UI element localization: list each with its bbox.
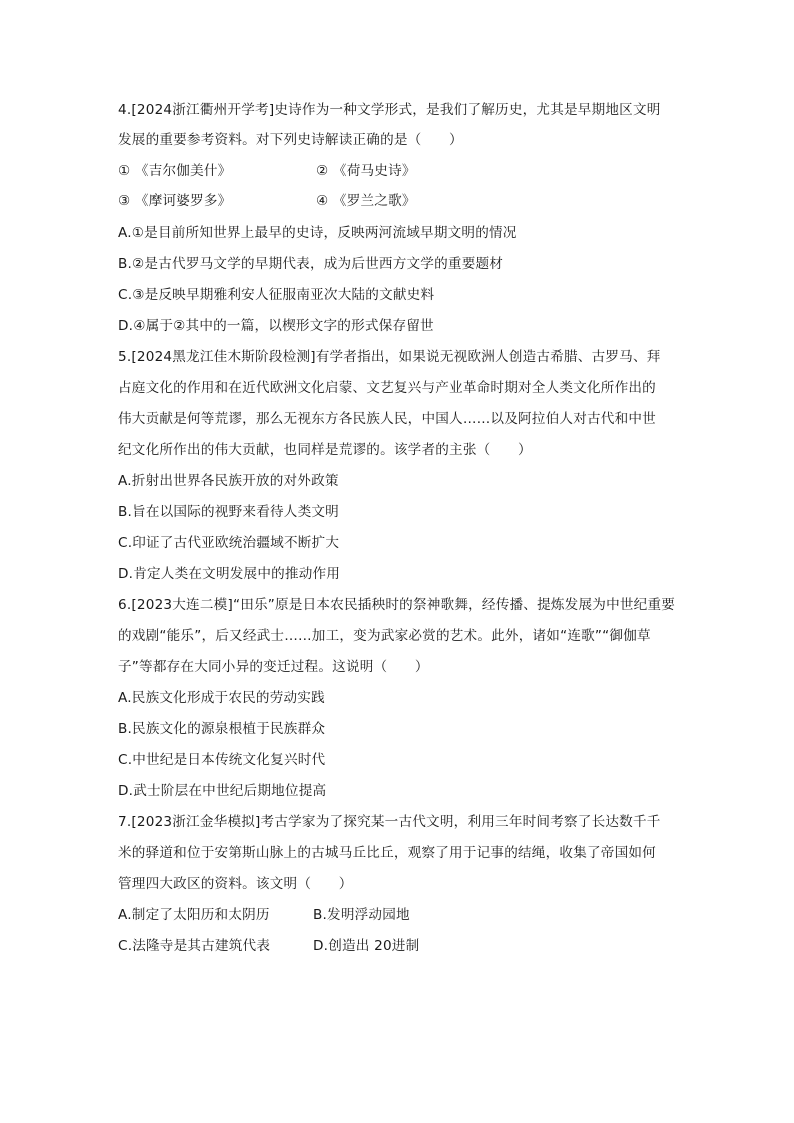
q4-item-4: ④ 《罗兰之歌》 [316, 193, 416, 209]
q5-stem-line-4: 纪文化所作出的伟大贡献，也同样是荒谬的。该学者的主张（ ） [118, 442, 532, 458]
q7-option-b: B.发明浮动园地 [313, 907, 410, 923]
q5-stem-line-3: 伟大贡献是何等荒谬，那么无视东方各民族人民，中国人……以及阿拉伯人对古代和中世 [118, 411, 656, 427]
q5-option-a: A.折射出世界各民族开放的对外政策 [118, 473, 339, 489]
q7-stem-line-3: 管理四大政区的资料。该文明（ ） [118, 876, 353, 892]
q6-option-a: A.民族文化形成于农民的劳动实践 [118, 690, 325, 706]
q5-option-c: C.印证了古代亚欧统治疆域不断扩大 [118, 535, 340, 551]
q4-stem-line-2: 发展的重要参考资料。对下列史诗解读正确的是（ ） [118, 132, 463, 148]
q6-stem-line-3: 子”等都存在大同小异的变迁过程。这说明（ ） [118, 659, 429, 675]
q4-option-c: C.③是反映早期雅利安人征服南亚次大陆的文献史料 [118, 287, 435, 303]
q6-option-b: B.民族文化的源泉根植于民族群众 [118, 721, 326, 737]
q5-stem-line-1: 5.[2024黑龙江佳木斯阶段检测]有学者指出，如果说无视欧洲人创造古希腊、古罗马、拜 [118, 349, 661, 365]
q4-item-2: ② 《荷马史诗》 [316, 163, 416, 179]
q4-option-d: D.④属于②其中的一篇，以楔形文字的形式保存留世 [118, 318, 434, 334]
q6-stem-line-2: 的戏剧“能乐”，后又经武士……加工，变为武家必赏的艺术。此外，诸如“连歌”“御伽草 [118, 628, 651, 644]
q7-stem-line-2: 米的驿道和位于安第斯山脉上的古城马丘比丘，观察了用于记事的结绳，收集了帝国如何 [118, 845, 656, 861]
q7-stem-line-1: 7.[2023浙江金华模拟]考古学家为了探究某一古代文明，利用三年时间考察了长达数千千 [118, 814, 661, 830]
q4-item-1: ① 《吉尔伽美什》 [118, 163, 232, 179]
q6-stem-line-1: 6.[2023大连二模]“田乐”原是日本农民插秧时的祭神歌舞，经传播、提炼发展为中世纪重要 [118, 597, 676, 613]
q5-stem-line-2: 占庭文化的作用和在近代欧洲文化启蒙、文艺复兴与产业革命时期对全人类文化所作出的 [118, 380, 656, 396]
q6-option-d: D.武士阶层在中世纪后期地位提高 [118, 783, 327, 799]
q4-item-3: ③ 《摩诃婆罗多》 [118, 193, 232, 209]
q5-option-d: D.肯定人类在文明发展中的推动作用 [118, 566, 341, 582]
q5-option-b: B.旨在以国际的视野来看待人类文明 [118, 504, 339, 520]
q7-option-a: A.制定了太阳历和太阴历 [118, 907, 270, 923]
q4-option-b: B.②是古代罗马文学的早期代表，成为后世西方文学的重要题材 [118, 256, 504, 272]
q4-option-a: A.①是目前所知世界上最早的史诗，反映两河流域早期文明的情况 [118, 225, 517, 241]
q7-option-c: C.法隆寺是其古建筑代表 [118, 938, 271, 954]
q4-stem-line-1: 4.[2024浙江衢州开学考]史诗作为一种文学形式，是我们了解历史，尤其是早期地区文明 [118, 102, 661, 118]
q6-option-c: C.中世纪是日本传统文化复兴时代 [118, 752, 326, 768]
q7-option-d: D.创造出 20进制 [313, 938, 420, 954]
